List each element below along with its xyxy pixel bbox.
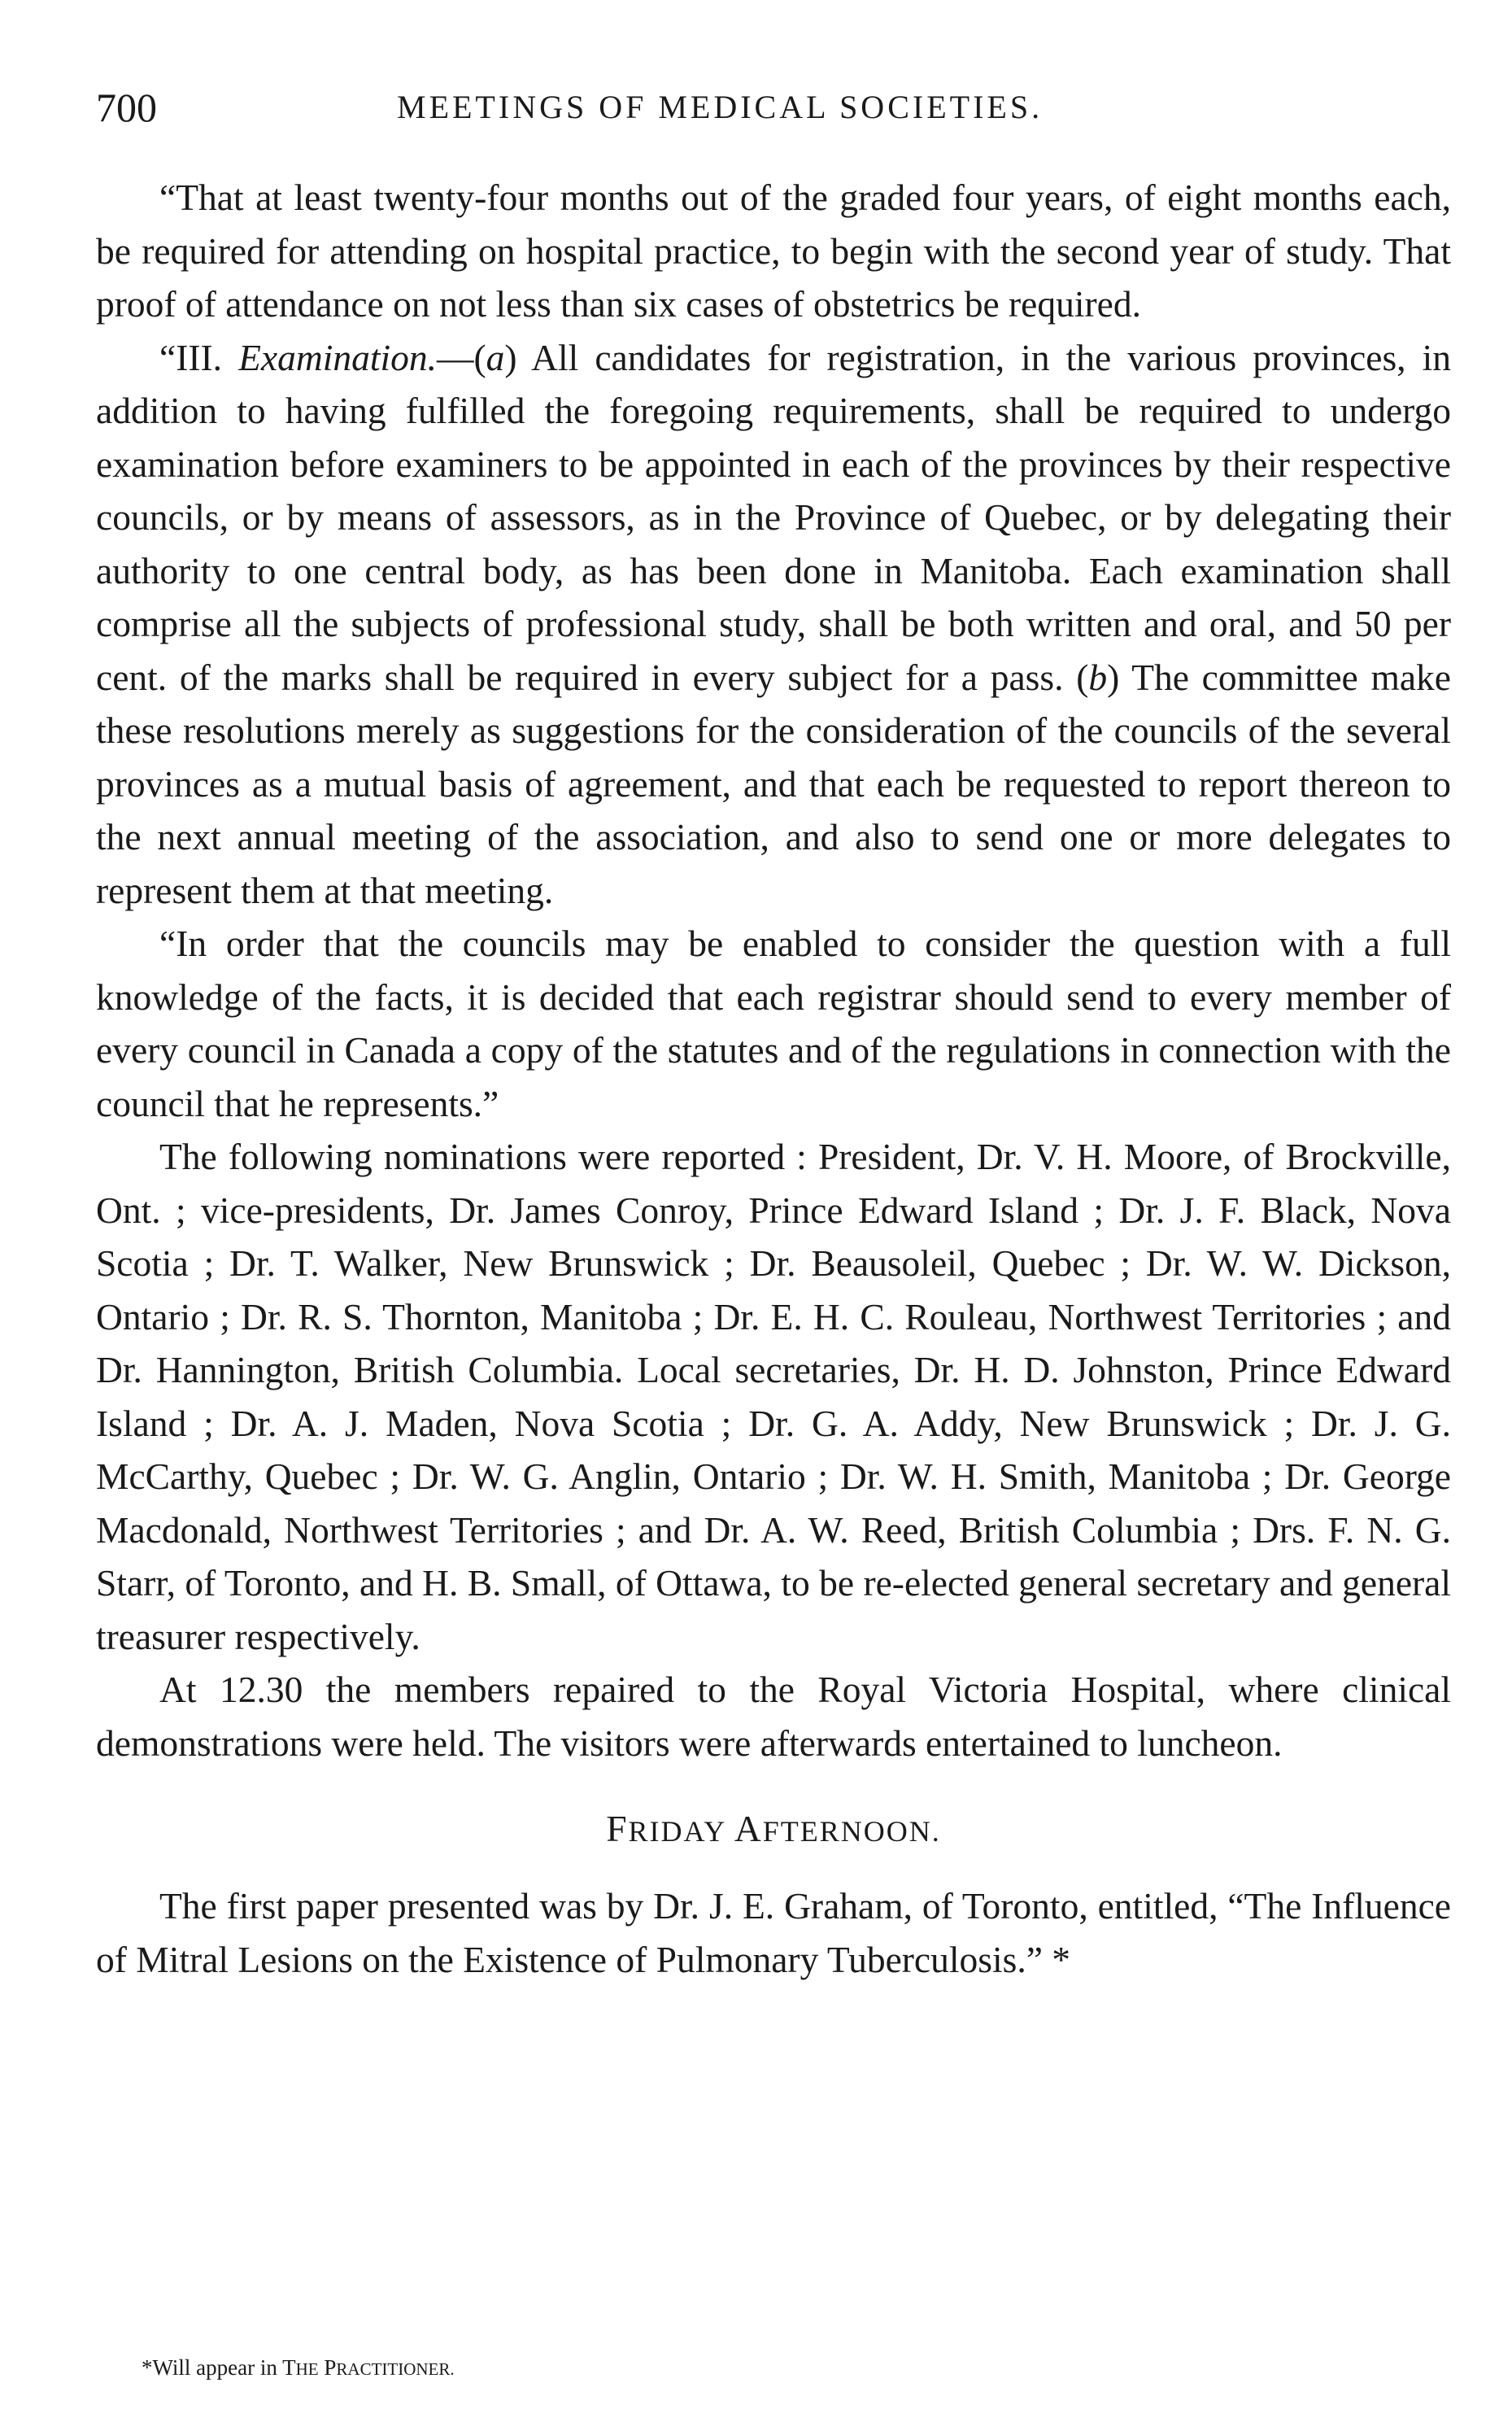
section-number: “III. bbox=[159, 336, 223, 378]
clause-b-label: b bbox=[1088, 656, 1108, 698]
paragraph-registrar: “In order that the councils may be enabled to consider the question with a full knowledge of the facts, it is decided that each registrar should send to every member of every council in Canada a copy of the statutes and of the regulations in connection with the council that he represents.” bbox=[96, 923, 1451, 1124]
paragraph-examination bbox=[96, 331, 1451, 918]
body-text bbox=[96, 171, 1451, 1986]
section-heading-friday-afternoon: FRIDAY AFTERNOON. bbox=[606, 1808, 941, 1849]
clause-b-text: ) The committee make these resolutions merely as suggestions for the consideration of the councils of the several provinces as a mutual basis of agreement, and that each be requested to report thereon to the next annual meeting of the association, and also to send one or more delegates to represent them at that meeting. bbox=[96, 656, 1451, 911]
running-title: MEETINGS OF MEDICAL SOCIETIES. bbox=[397, 89, 1044, 125]
page-number: 700 bbox=[96, 85, 157, 130]
running-head bbox=[96, 75, 1451, 140]
clause-a-text: ) All candidates for registration, in the various provinces, in addition to having fulfilled the foregoing requirements, shall be required to undergo examination before examiners to be appointed in each of the provinces by their respective councils, or by means of assessors, as in the Province of Quebec, or by delegating their authority to one central body, as has been done in Manitoba. Each examination shall comprise all the subjects of professional study, shall be both written and oral, and 50 per cent. of the marks shall be required in every subject for a pass. ( bbox=[96, 336, 1451, 698]
paragraph-luncheon: At 12.30 the members repaired to the Royal Victoria Hospital, where clinical demonstrations were held. The visitors were afterwards entertained to luncheon. bbox=[96, 1669, 1451, 1764]
examination-heading: Examination. bbox=[238, 336, 437, 378]
paragraph-nominations: The following nominations were reported : President, Dr. V. H. Moore, of Brockville, Ont. ; vice-presidents, Dr. James Conroy, Prince Edward Island ; Dr. J. F. Black, Nova Scotia ; Dr. T. Walker, New Brunswick ; Dr. Beausoleil, Quebec ; Dr. W. W. Dickson, Ontario ; Dr. R. S. Thornton, Manitoba ; Dr. E. H. C. Rouleau, Northwest Territories ; and Dr. Hannington, British Columbia. Local secretaries, Dr. H. D. Johnston, Prince Edward Island ; Dr. A. J. Maden, Nova Scotia ; Dr. G. A. Addy, New Brunswick ; Dr. J. G. McCarthy, Quebec ; Dr. W. G. Anglin, Ontario ; Dr. W. H. Smith, Manitoba ; Dr. George Macdonald, Northwest Territories ; and Dr. A. W. Reed, British Columbia ; Drs. F. N. G. Starr, of Toronto, and H. B. Small, of Ottawa, to be re-elected general secretary and general treasurer respectively. bbox=[96, 1136, 1451, 1657]
dash-paren: —( bbox=[437, 336, 486, 378]
clause-a-label: a bbox=[486, 336, 505, 378]
paragraph-hospital-practice: “That at least twenty-four months out of the graded four years, of eight months each, be required for attending on hospital practice, to begin with the second year of study. That proof of attendance on not less than six cases of obstetrics be required. bbox=[96, 177, 1451, 325]
paragraph-first-paper: The first paper presented was by Dr. J. E. Graham, of Toronto, entitled, “The Influence of Mitral Lesions on the Existence of Pulmonary Tuberculosis.” * bbox=[96, 1885, 1451, 1980]
footnote: *Will appear in THE PRACTITIONER. bbox=[142, 2355, 455, 2380]
